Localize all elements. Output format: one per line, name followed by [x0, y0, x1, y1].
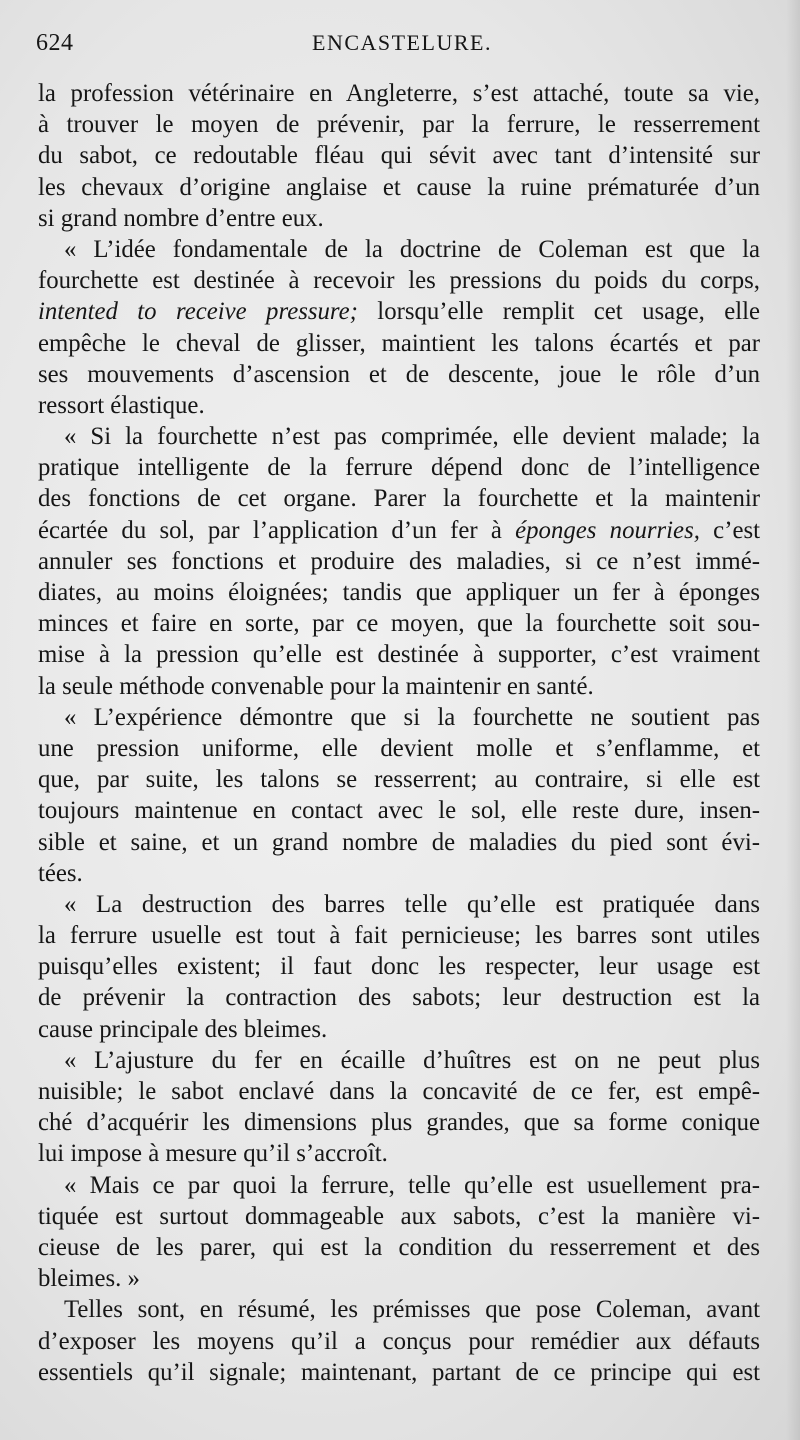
- text-line: pratique intelligente de la ferrure dépend donc de l’intelligence: [38, 454, 760, 482]
- text-line: « L’idée fondamentale de la doctrine de Coleman est que la: [64, 235, 760, 263]
- text-line: « L’expérience démontre que si la fourchette ne soutient pas: [64, 703, 760, 731]
- text-line: sible et saine, et un grand nombre de maladies du pied sont évi-: [38, 828, 760, 856]
- text-line: « Mais ce par quoi la ferrure, telle qu’elle est usuellement pra-: [64, 1171, 760, 1199]
- text-line: toujours maintenue en contact avec le sol, elle reste dure, insen-: [38, 797, 760, 825]
- text-line: une pression uniforme, elle devient molle et s’enflamme, et: [38, 734, 760, 762]
- paragraph: [38, 234, 760, 421]
- text-line: que, par suite, les talons se resserrent; au contraire, si elle est: [38, 766, 760, 794]
- text-line: diates, au moins éloignées; tandis que appliquer un fer à éponges: [38, 579, 760, 606]
- text-line: annuler ses fonctions et produire des maladies, si ce n’est immé-: [38, 547, 760, 575]
- text-line: la ferrure usuelle est tout à fait pernicieuse; les barres sont utiles: [38, 922, 760, 950]
- text-line: d’exposer les moyens qu’il a conçus pour remédier aux défauts: [38, 1327, 760, 1355]
- scan-edge-shadow: [786, 0, 800, 1440]
- text-line: tées.: [38, 859, 83, 887]
- text-line: minces et faire en sorte, par ce moyen, que la fourchette soit sou-: [38, 610, 760, 638]
- paragraph: [38, 78, 760, 234]
- text-line: du sabot, ce redoutable fléau qui sévit avec tant d’intensité sur: [38, 142, 760, 170]
- text-line: « La destruction des barres telle qu’elle est pratiquée dans: [64, 890, 760, 918]
- text-line: Telles sont, en résumé, les prémisses que pose Coleman, avant: [64, 1296, 760, 1324]
- page-header: [36, 30, 756, 62]
- text-line: mise à la pression qu’elle est destinée à supporter, c’est vraiment: [38, 641, 760, 669]
- text-line: cause principale des bleimes.: [38, 1015, 328, 1043]
- text-line: bleimes. »: [38, 1265, 140, 1293]
- paragraph: [38, 889, 760, 1045]
- text-line: la profession vétérinaire en Angleterre, s’est attaché, toute sa vie,: [38, 80, 760, 107]
- text-line: écartée du sol, par l’application d’un fer à éponges nourries, c’est: [38, 516, 760, 544]
- text-line: fourchette est destinée à recevoir les pressions du poids du corps,: [38, 267, 760, 295]
- text-line: les chevaux d’origine anglaise et cause la ruine prématurée d’un: [38, 173, 760, 201]
- text-line: puisqu’elles existent; il faut donc les respecter, leur usage est: [38, 953, 760, 981]
- text-line: la seule méthode convenable pour la maintenir en santé.: [38, 672, 594, 700]
- text-line: cieuse de les parer, qui est la condition du resserrement et des: [38, 1233, 760, 1261]
- page-number: 624: [36, 30, 74, 56]
- running-title: ENCASTELURE.: [312, 30, 492, 55]
- paragraph: [38, 1294, 760, 1388]
- text-line: à trouver le moyen de prévenir, par la ferrure, le resserrement: [38, 111, 760, 139]
- body-text: [38, 78, 760, 1388]
- text-line: ressort élastique.: [38, 391, 205, 419]
- text-line: empêche le cheval de glisser, maintient les talons écartés et par: [38, 329, 760, 357]
- paragraph: [38, 421, 760, 702]
- text-line: de prévenir la contraction des sabots; leur destruction est la: [38, 984, 760, 1012]
- text-line: des fonctions de cet organe. Parer la fourchette et la maintenir: [38, 485, 760, 513]
- paragraph: [38, 1170, 760, 1295]
- text-line: ses mouvements d’ascension et de descente, joue le rôle d’un: [38, 360, 760, 388]
- text-line: intented to receive pressure; lorsqu’elle remplit cet usage, elle: [38, 298, 760, 326]
- text-line: lui impose à mesure qu’il s’accroît.: [38, 1140, 388, 1168]
- text-line: « Si la fourchette n’est pas comprimée, elle devient malade; la: [64, 423, 760, 451]
- paragraph: [38, 702, 760, 889]
- text-line: essentiels qu’il signale; maintenant, partant de ce principe qui est: [38, 1358, 760, 1386]
- text-line: nuisible; le sabot enclavé dans la concavité de ce fer, est empê-: [38, 1078, 760, 1105]
- text-line: ché d’acquérir les dimensions plus grandes, que sa forme conique: [38, 1109, 760, 1137]
- text-line: tiquée est surtout dommageable aux sabots, c’est la manière vi-: [38, 1202, 760, 1230]
- text-line: si grand nombre d’entre eux.: [38, 204, 324, 232]
- paragraph: [38, 1045, 760, 1170]
- text-line: « L’ajusture du fer en écaille d’huîtres est on ne peut plus: [64, 1046, 760, 1074]
